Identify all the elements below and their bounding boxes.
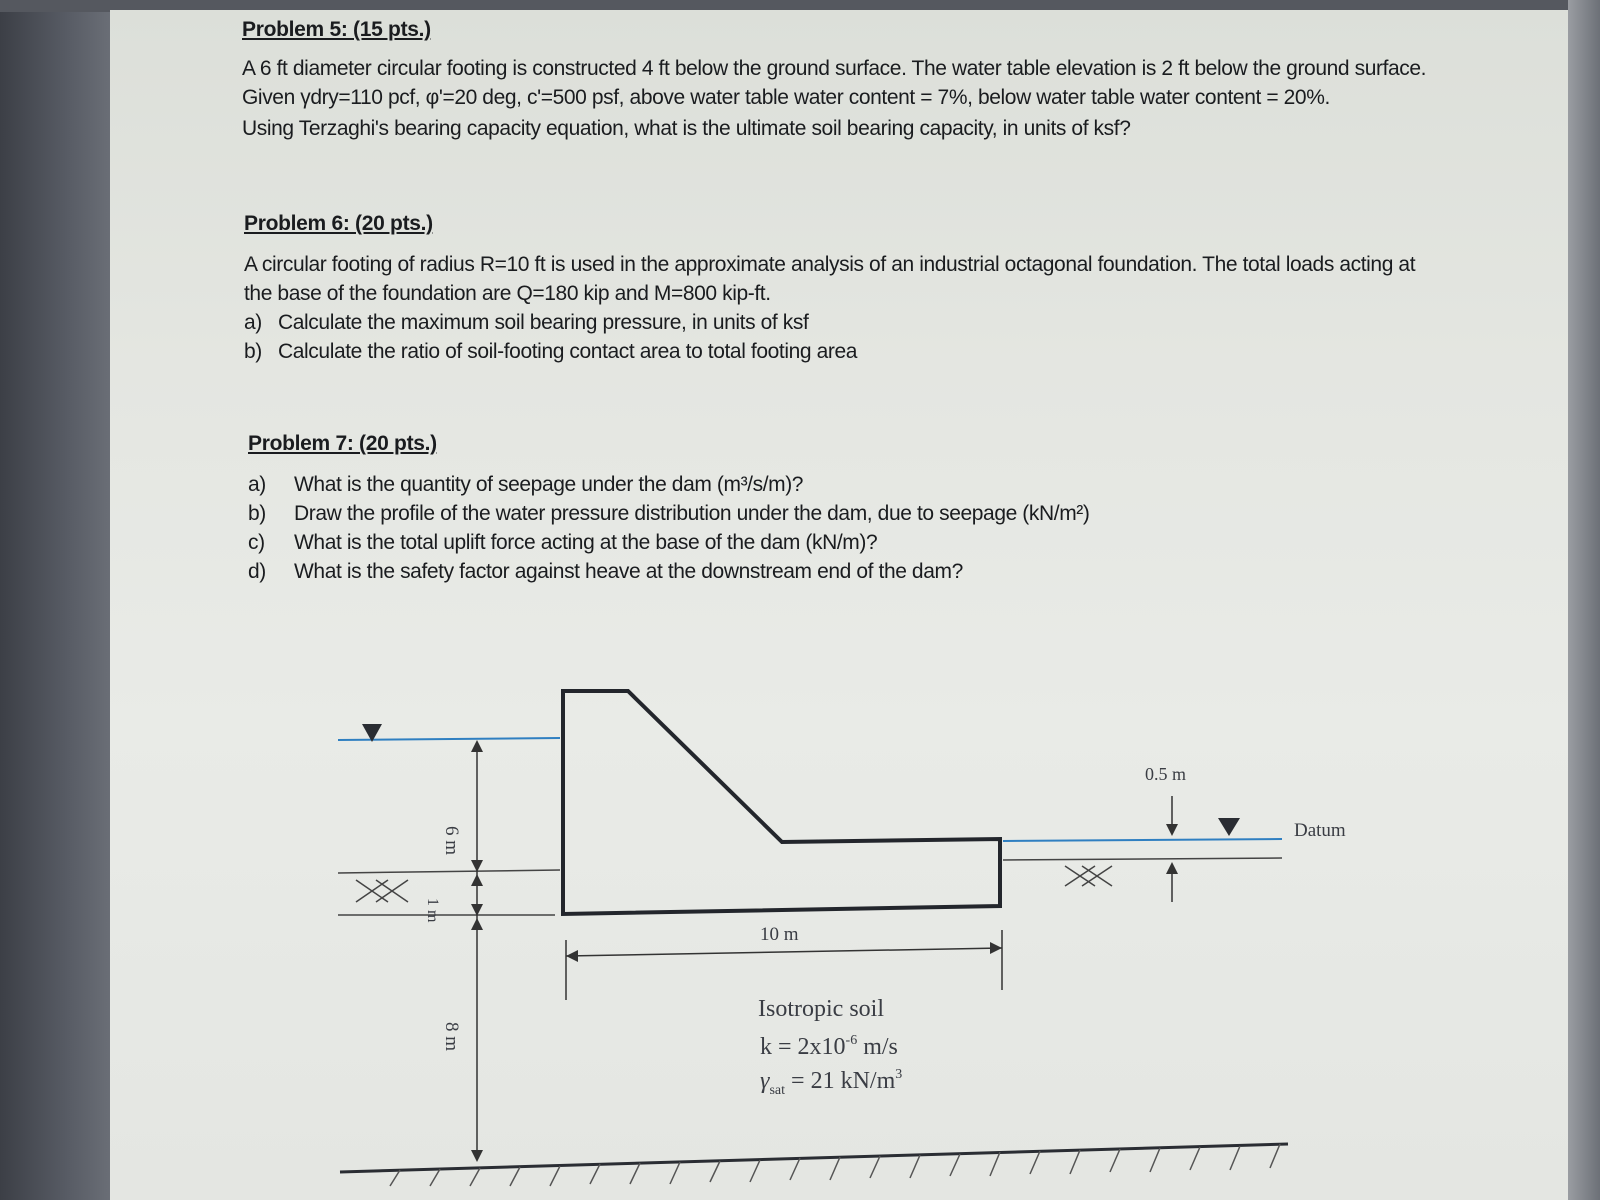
document-page [110, 10, 1568, 1200]
item-text: What is the total uplift force acting at the base of the dam (kN/m)? [294, 531, 878, 554]
downstream-ground-line [1003, 858, 1282, 860]
arrow-down-icon [1166, 824, 1178, 836]
dim-8m-label: 8 m [441, 1022, 462, 1052]
impermeable-layer-line [340, 1144, 1288, 1172]
problem-6-heading: Problem 6: (20 pts.) [244, 212, 433, 235]
soil-title: Isotropic soil [758, 996, 884, 1022]
dim-1m-label: 1 m [424, 898, 441, 923]
monitor-bezel-left [0, 0, 110, 1200]
arrow-up-icon [471, 740, 483, 752]
upstream-ground-line [338, 870, 560, 873]
gamma-symbol: γ [760, 1068, 770, 1094]
upstream-soil-hatch-icon [356, 880, 408, 902]
downstream-water-marker-icon [1218, 818, 1240, 836]
arrow-down-icon [471, 1150, 483, 1162]
impermeable-layer-hatch-icon [390, 1144, 1280, 1186]
item-text: Calculate the maximum soil bearing pressure, in units of ksf [278, 311, 809, 334]
item-text: Draw the profile of the water pressure distribution under the dam, due to seepage (kN/m²) [294, 502, 1090, 525]
arrow-up-icon [471, 874, 483, 886]
item-letter: b) [248, 502, 266, 525]
gamma-subscript: sat [769, 1083, 786, 1098]
arrow-down-icon [471, 904, 483, 916]
problem-7-heading: Problem 7: (20 pts.) [248, 432, 437, 455]
downstream-water-line [1003, 839, 1282, 841]
arrow-left-icon [566, 950, 578, 962]
arrow-right-icon [990, 942, 1002, 954]
problem-6-text: A circular footing of radius R=10 ft is used in the approximate analysis of an industrial octagonal foundation. The total loads acting at the base of the foundation are Q=180 kip and M=800 kip-ft. [244, 253, 1416, 305]
unit-weight-label [760, 1067, 902, 1098]
item-letter: a) [244, 311, 262, 334]
item-text: Calculate the ratio of soil-footing contact area to total footing area [278, 340, 858, 363]
downstream-soil-hatch-icon [1065, 866, 1112, 886]
datum-label: Datum [1294, 820, 1346, 841]
dim-10m-label: 10 m [760, 924, 799, 945]
item-text: What is the quantity of seepage under the dam (m³/s/m)? [294, 473, 804, 496]
problem-5-heading: Problem 5: (15 pts.) [242, 18, 431, 41]
problem-5-question: Using Terzaghi's bearing capacity equation, what is the ultimate soil bearing capacity, in units of ksf? [242, 117, 1131, 140]
dim-6m-label: 6 m [441, 826, 462, 856]
arrow-down-icon [471, 860, 483, 872]
dam-seepage-figure [110, 10, 1568, 1200]
item-letter: b) [244, 340, 262, 363]
permeability-label [760, 1033, 898, 1060]
arrow-up-icon [471, 918, 483, 930]
k-exponent: -6 [845, 1033, 858, 1048]
gamma-value: = 21 kN/m [785, 1068, 896, 1094]
item-text: What is the safety factor against heave at the downstream end of the dam? [294, 560, 963, 583]
monitor-bezel-right [1568, 0, 1600, 1200]
k-base: k = 2x10 [760, 1034, 846, 1060]
dam-body [563, 691, 1000, 914]
dim-10m-line [566, 948, 1002, 956]
item-letter: c) [248, 531, 265, 554]
k-unit: m/s [857, 1034, 898, 1060]
item-letter: a) [248, 473, 266, 496]
gamma-exponent: 3 [895, 1067, 903, 1082]
dim-05m-label: 0.5 m [1145, 764, 1187, 784]
problem-5-text: A 6 ft diameter circular footing is constructed 4 ft below the ground surface. The water table elevation is 2 ft below the ground surface. Given γdry=110 pcf, φ'=20 deg, c'=500 psf, above water table water content = 7%, below water table water content = 20%. [242, 57, 1427, 109]
arrow-up-icon [1166, 862, 1178, 874]
item-letter: d) [248, 560, 266, 583]
